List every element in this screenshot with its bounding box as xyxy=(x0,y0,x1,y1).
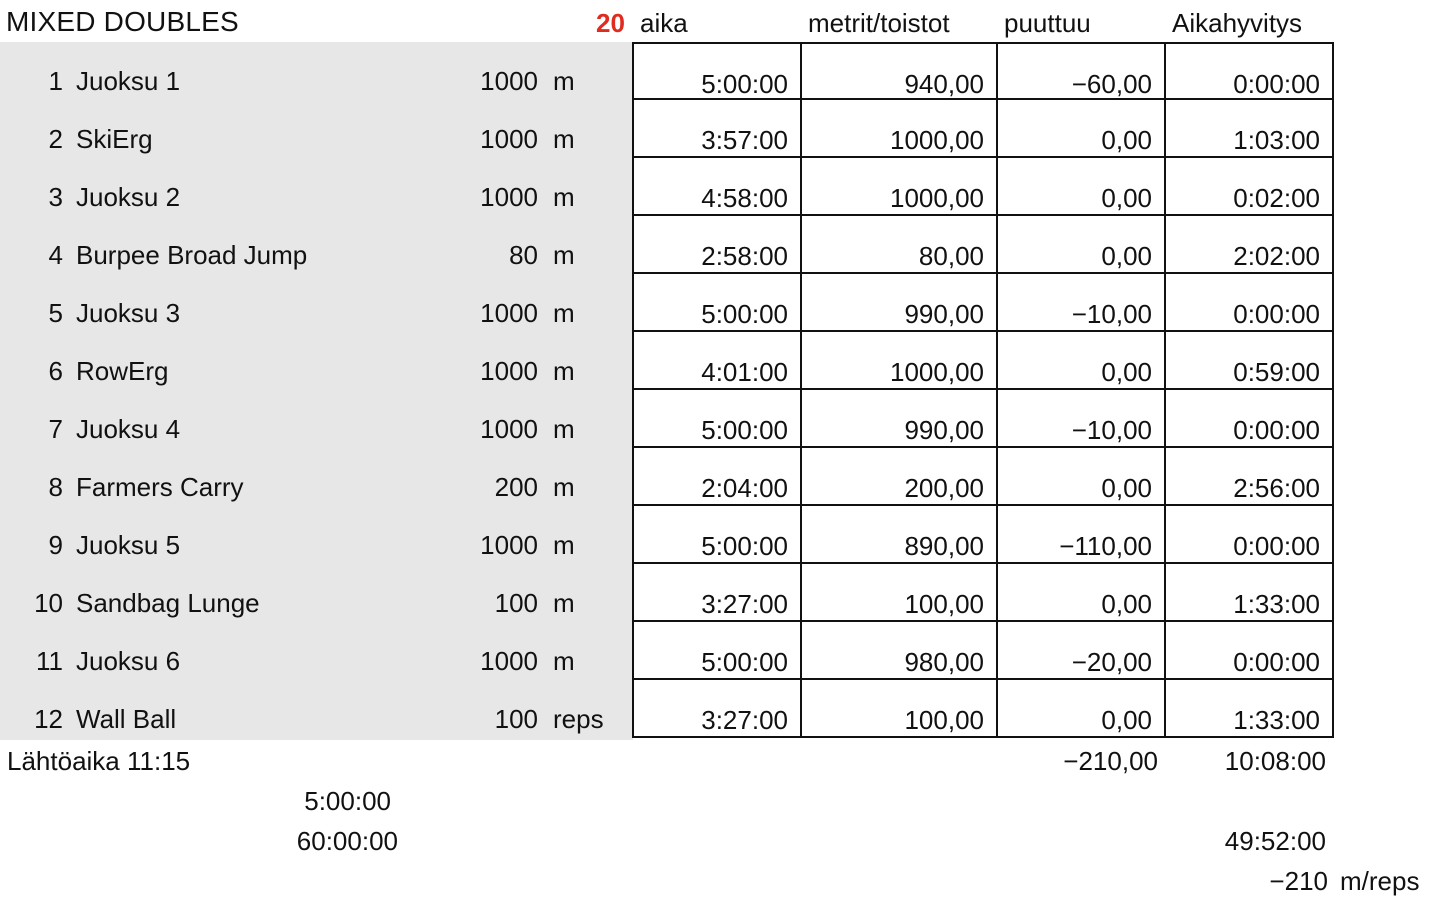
puuttuu-cell: −10,00 xyxy=(998,390,1166,448)
metrit-cell: 990,00 xyxy=(802,390,998,448)
puuttuu-cell: −110,00 xyxy=(998,506,1166,564)
station-unit: m xyxy=(553,472,575,502)
puuttuu-cell: 0,00 xyxy=(998,448,1166,506)
sheet-title: MIXED DOUBLES xyxy=(6,6,239,37)
aikahyvitys-cell: 0:00:00 xyxy=(1166,274,1334,332)
puuttuu-cell: 0,00 xyxy=(998,216,1166,274)
station-row xyxy=(0,42,633,100)
missing-total-value: −210 xyxy=(1269,866,1328,896)
aikahyvitys-cell: 0:00:00 xyxy=(1166,390,1334,448)
aikahyvitys-cell: 2:02:00 xyxy=(1166,216,1334,274)
total-missing: −210,00 xyxy=(1063,746,1158,776)
puuttuu-cell: 0,00 xyxy=(998,680,1166,738)
station-unit: m xyxy=(553,240,575,270)
aika-cell: 3:57:00 xyxy=(632,100,802,158)
metrit-cell: 1000,00 xyxy=(802,332,998,390)
station-distance: 1000 xyxy=(480,298,538,328)
station-row xyxy=(0,158,633,216)
station-unit: m xyxy=(553,124,575,154)
station-name: Burpee Broad Jump xyxy=(76,240,308,270)
aikahyvitys-cell: 1:33:00 xyxy=(1166,680,1334,738)
station-row xyxy=(0,100,633,158)
station-number: 10 xyxy=(34,588,63,618)
metrit-cell: 1000,00 xyxy=(802,100,998,158)
aika-cell: 3:27:00 xyxy=(632,564,802,622)
station-distance: 1000 xyxy=(480,646,538,676)
station-unit: m xyxy=(553,66,575,96)
station-row xyxy=(0,680,633,738)
metrit-cell: 1000,00 xyxy=(802,158,998,216)
aikahyvitys-cell: 0:00:00 xyxy=(1166,42,1334,100)
station-number: 9 xyxy=(48,530,63,560)
station-distance: 1000 xyxy=(480,182,538,212)
final-time: 49:52:00 xyxy=(1224,826,1326,856)
station-row xyxy=(0,506,633,564)
column-header-metrit: metrit/toistot xyxy=(808,8,950,38)
station-number: 2 xyxy=(48,124,63,154)
metrit-cell: 80,00 xyxy=(802,216,998,274)
start-time-label: Lähtöaika 11:15 xyxy=(7,746,191,776)
puuttuu-cell: 0,00 xyxy=(998,564,1166,622)
station-name: Juoksu 5 xyxy=(76,530,181,560)
station-unit: m xyxy=(553,588,575,618)
station-number: 7 xyxy=(48,414,63,444)
station-row xyxy=(0,332,633,390)
column-header-aika: aika xyxy=(640,8,688,38)
metrit-cell: 990,00 xyxy=(802,274,998,332)
station-number: 1 xyxy=(48,66,63,96)
station-name: Farmers Carry xyxy=(76,472,244,502)
station-number: 6 xyxy=(48,356,63,386)
total-time-limit: 60:00:00 xyxy=(296,826,398,856)
total-credit: 10:08:00 xyxy=(1224,746,1326,776)
station-number: 11 xyxy=(36,646,63,676)
station-unit: m xyxy=(553,356,575,386)
column-header-puuttuu: puuttuu xyxy=(1004,8,1091,38)
station-row xyxy=(0,216,633,274)
station-name: Juoksu 4 xyxy=(76,414,181,444)
station-distance: 1000 xyxy=(480,124,538,154)
station-distance: 80 xyxy=(509,240,538,270)
puuttuu-cell: −10,00 xyxy=(998,274,1166,332)
metrit-cell: 980,00 xyxy=(802,622,998,680)
aikahyvitys-cell: 1:03:00 xyxy=(1166,100,1334,158)
station-unit: m xyxy=(553,182,575,212)
aikahyvitys-cell: 0:02:00 xyxy=(1166,158,1334,216)
station-unit: m xyxy=(553,414,575,444)
station-row xyxy=(0,448,633,506)
aika-cell: 3:27:00 xyxy=(632,680,802,738)
station-distance: 1000 xyxy=(480,530,538,560)
aika-cell: 5:00:00 xyxy=(632,622,802,680)
metrit-cell: 100,00 xyxy=(802,680,998,738)
aika-cell: 4:01:00 xyxy=(632,332,802,390)
puuttuu-cell: 0,00 xyxy=(998,100,1166,158)
aika-cell: 2:04:00 xyxy=(632,448,802,506)
station-number: 12 xyxy=(34,704,63,734)
station-distance: 1000 xyxy=(480,414,538,444)
aika-cell: 5:00:00 xyxy=(632,390,802,448)
metrit-cell: 890,00 xyxy=(802,506,998,564)
puuttuu-cell: −20,00 xyxy=(998,622,1166,680)
missing-total-unit: m/reps xyxy=(1340,866,1420,896)
station-name: Sandbag Lunge xyxy=(76,588,260,618)
metrit-cell: 200,00 xyxy=(802,448,998,506)
station-name: SkiErg xyxy=(76,124,153,154)
station-name: Wall Ball xyxy=(76,704,177,734)
highlight-number: 20 xyxy=(596,8,625,38)
station-distance: 100 xyxy=(494,704,538,734)
station-unit: reps xyxy=(553,704,604,734)
station-name: Juoksu 2 xyxy=(76,182,181,212)
station-name: Juoksu 3 xyxy=(76,298,181,328)
station-distance: 1000 xyxy=(480,356,538,386)
station-row xyxy=(0,622,633,680)
station-row xyxy=(0,564,633,622)
puuttuu-cell: 0,00 xyxy=(998,158,1166,216)
station-number: 5 xyxy=(48,298,63,328)
aika-cell: 4:58:00 xyxy=(632,158,802,216)
aikahyvitys-cell: 0:59:00 xyxy=(1166,332,1334,390)
aikahyvitys-cell: 1:33:00 xyxy=(1166,564,1334,622)
aika-cell: 5:00:00 xyxy=(632,506,802,564)
station-distance: 100 xyxy=(494,588,538,618)
puuttuu-cell: −60,00 xyxy=(998,42,1166,100)
station-unit: m xyxy=(553,530,575,560)
station-number: 8 xyxy=(48,472,63,502)
station-row xyxy=(0,390,633,448)
aikahyvitys-cell: 2:56:00 xyxy=(1166,448,1334,506)
aikahyvitys-cell: 0:00:00 xyxy=(1166,622,1334,680)
station-unit: m xyxy=(553,298,575,328)
max-segment-time: 5:00:00 xyxy=(304,786,391,816)
station-number: 3 xyxy=(48,182,63,212)
station-name: Juoksu 6 xyxy=(76,646,181,676)
aikahyvitys-cell: 0:00:00 xyxy=(1166,506,1334,564)
metrit-cell: 100,00 xyxy=(802,564,998,622)
station-number: 4 xyxy=(48,240,63,270)
results-grid xyxy=(632,42,1334,740)
aika-cell: 2:58:00 xyxy=(632,216,802,274)
metrit-cell: 940,00 xyxy=(802,42,998,100)
aika-cell: 5:00:00 xyxy=(632,274,802,332)
aika-cell: 5:00:00 xyxy=(632,42,802,100)
puuttuu-cell: 0,00 xyxy=(998,332,1166,390)
station-distance: 1000 xyxy=(480,66,538,96)
station-row xyxy=(0,274,633,332)
station-name: RowErg xyxy=(76,356,169,386)
station-unit: m xyxy=(553,646,575,676)
station-distance: 200 xyxy=(494,472,538,502)
station-name: Juoksu 1 xyxy=(76,66,181,96)
column-header-aikahyvitys: Aikahyvitys xyxy=(1172,8,1303,38)
